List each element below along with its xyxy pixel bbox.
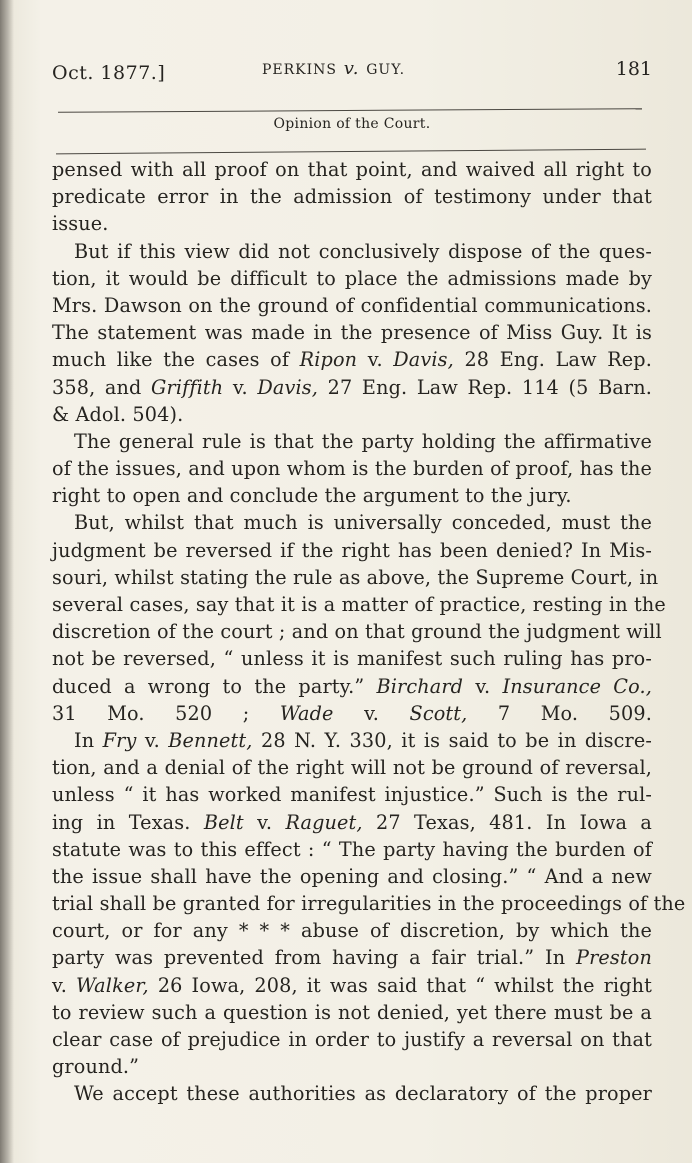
text-line [52, 346, 652, 373]
text-line [52, 428, 652, 455]
text-run: court, or for any * * * abuse of discretion, by which the [52, 919, 652, 943]
text-line [52, 238, 652, 265]
page-number: 181 [615, 58, 652, 80]
text-run: unless “ it has worked manifest injustice.” Such is the rul- [52, 783, 652, 807]
text-run: clear case of prejudice in order to justify a reversal on that [52, 1028, 652, 1051]
text-run: several cases, say that it is a matter of practice, resting in the [52, 593, 666, 616]
text-line [52, 999, 652, 1026]
case-name: Birchard [376, 674, 464, 698]
text-run: ground.” [52, 1055, 140, 1079]
text-line [52, 319, 652, 346]
text-run: Mrs. Dawson on the ground of confidential communications. [52, 293, 652, 317]
text-run: The statement was made in the presence of Miss Guy. It is [52, 321, 652, 345]
text-run: & Adol. 504). [52, 402, 184, 426]
text-line [52, 265, 652, 292]
text-run: statute was to this effect : “ The party having the burden of [52, 837, 652, 861]
text-run: 27 Eng. Law Rep. 114 (5 Barn. [318, 375, 652, 399]
case-name: Griffith [151, 375, 224, 399]
text-run: right to open and conclude the argument to the jury. [52, 484, 572, 508]
text-line [52, 1080, 652, 1107]
section-subheading: Opinion of the Court. [273, 116, 431, 132]
case-name: Walker, [75, 973, 149, 997]
text-line [52, 972, 652, 999]
case-name: Wade [279, 701, 334, 725]
text-run: v. [333, 701, 410, 725]
text-run: v. [463, 674, 503, 698]
text-run: v. [136, 728, 169, 752]
header-rule-top [58, 108, 642, 113]
text-line [52, 509, 652, 536]
text-line [52, 156, 652, 183]
text-line [52, 210, 652, 237]
text-line [52, 836, 652, 863]
text-line [52, 917, 652, 944]
text-run: v. [223, 375, 258, 399]
text-line [52, 537, 652, 564]
text-run: tion, it would be difficult to place the admissions made by [52, 266, 652, 290]
case-name: Bennett, [168, 728, 253, 752]
case-name: Raguet, [285, 810, 363, 834]
case-name: Fry [102, 728, 137, 752]
header-rule-bottom [56, 149, 646, 155]
case-name: Insurance Co., [502, 674, 652, 698]
text-run: discretion of the court ; and on that ground the judgment will [52, 620, 662, 644]
case-name: Davis, [257, 375, 319, 399]
text-line [52, 890, 686, 917]
text-run: party was prevented from having a fair trial.” In [52, 946, 577, 970]
text-line [52, 781, 652, 808]
text-line [52, 754, 652, 781]
text-line [52, 1026, 652, 1053]
text-run: 7 Mo. 509. [467, 701, 652, 725]
text-line [52, 673, 652, 700]
text-run: But if this view did not conclusively dispose of the ques- [74, 239, 652, 263]
text-line [52, 183, 652, 210]
text-run: trial shall be granted for irregularities in the proceedings of the [52, 892, 686, 916]
text-run: 26 Iowa, 208, it was said that “ whilst the right [148, 973, 652, 997]
text-run: v. [357, 348, 394, 372]
text-run: 28 N. Y. 330, it is said to be in discre- [252, 728, 652, 752]
case-name: Scott, [409, 701, 468, 725]
text-line [52, 482, 652, 509]
text-line [52, 1053, 652, 1080]
text-run: 31 Mo. 520 ; [52, 701, 280, 725]
header-date: Oct. 1877.] [52, 62, 166, 84]
text-line [52, 645, 652, 672]
text-run: souri, whilst stating the rule as above, the Supreme Court, in [52, 565, 659, 589]
case-name: Davis, [393, 348, 454, 372]
header-case-title: PERKINS v. GUY. [262, 58, 406, 79]
text-run: 27 Texas, 481. In Iowa a [362, 810, 652, 834]
text-run: 28 Eng. Law Rep. [453, 348, 652, 372]
case-name: Belt [203, 810, 244, 834]
text-run: tion, and a denial of the right will not be ground of reversal, [52, 756, 652, 780]
running-header [52, 52, 652, 92]
text-run: judgment be reversed if the right has been denied? In Mis- [52, 538, 652, 562]
text-run: pensed with all proof on that point, and waived all right to [52, 158, 652, 181]
text-run: issue. [52, 212, 109, 236]
text-line [52, 564, 659, 591]
text-run: The general rule is that the party holding the affirmative [74, 429, 652, 453]
text-run: ing in Texas. [52, 810, 204, 834]
text-line [52, 944, 652, 971]
text-run: the issue shall have the opening and closing.” “ And a new [52, 864, 652, 888]
opinion-text [52, 156, 686, 1108]
text-run: We accept these authorities as declaratory of the proper [74, 1082, 652, 1106]
text-run: to review such a question is not denied, yet there must be a [52, 1000, 652, 1024]
text-run: of the issues, and upon whom is the burden of proof, has the [52, 457, 652, 481]
text-run: duced a wrong to the party.” [52, 674, 377, 698]
text-run: predicate error in the admission of testimony under that [52, 185, 652, 209]
text-line [52, 727, 652, 754]
text-run: 358, and [52, 375, 152, 399]
text-run: v. [243, 810, 286, 834]
text-run: In [74, 728, 103, 752]
text-run: But, whilst that much is universally conceded, must the [74, 511, 652, 535]
text-line [52, 455, 652, 482]
case-name: Preston [576, 946, 652, 970]
text-line [52, 809, 652, 836]
text-line [52, 618, 662, 645]
text-line [52, 401, 652, 428]
text-line [52, 700, 652, 727]
text-line [52, 591, 666, 618]
text-line [52, 374, 652, 401]
text-line [52, 292, 652, 319]
page-spine-shadow [0, 0, 14, 1163]
text-line [52, 863, 652, 890]
text-run: much like the cases of [52, 348, 300, 372]
case-name: Ripon [299, 348, 358, 372]
text-run: not be reversed, “ unless it is manifest such ruling has pro- [52, 647, 652, 671]
text-run: v. [52, 973, 76, 997]
